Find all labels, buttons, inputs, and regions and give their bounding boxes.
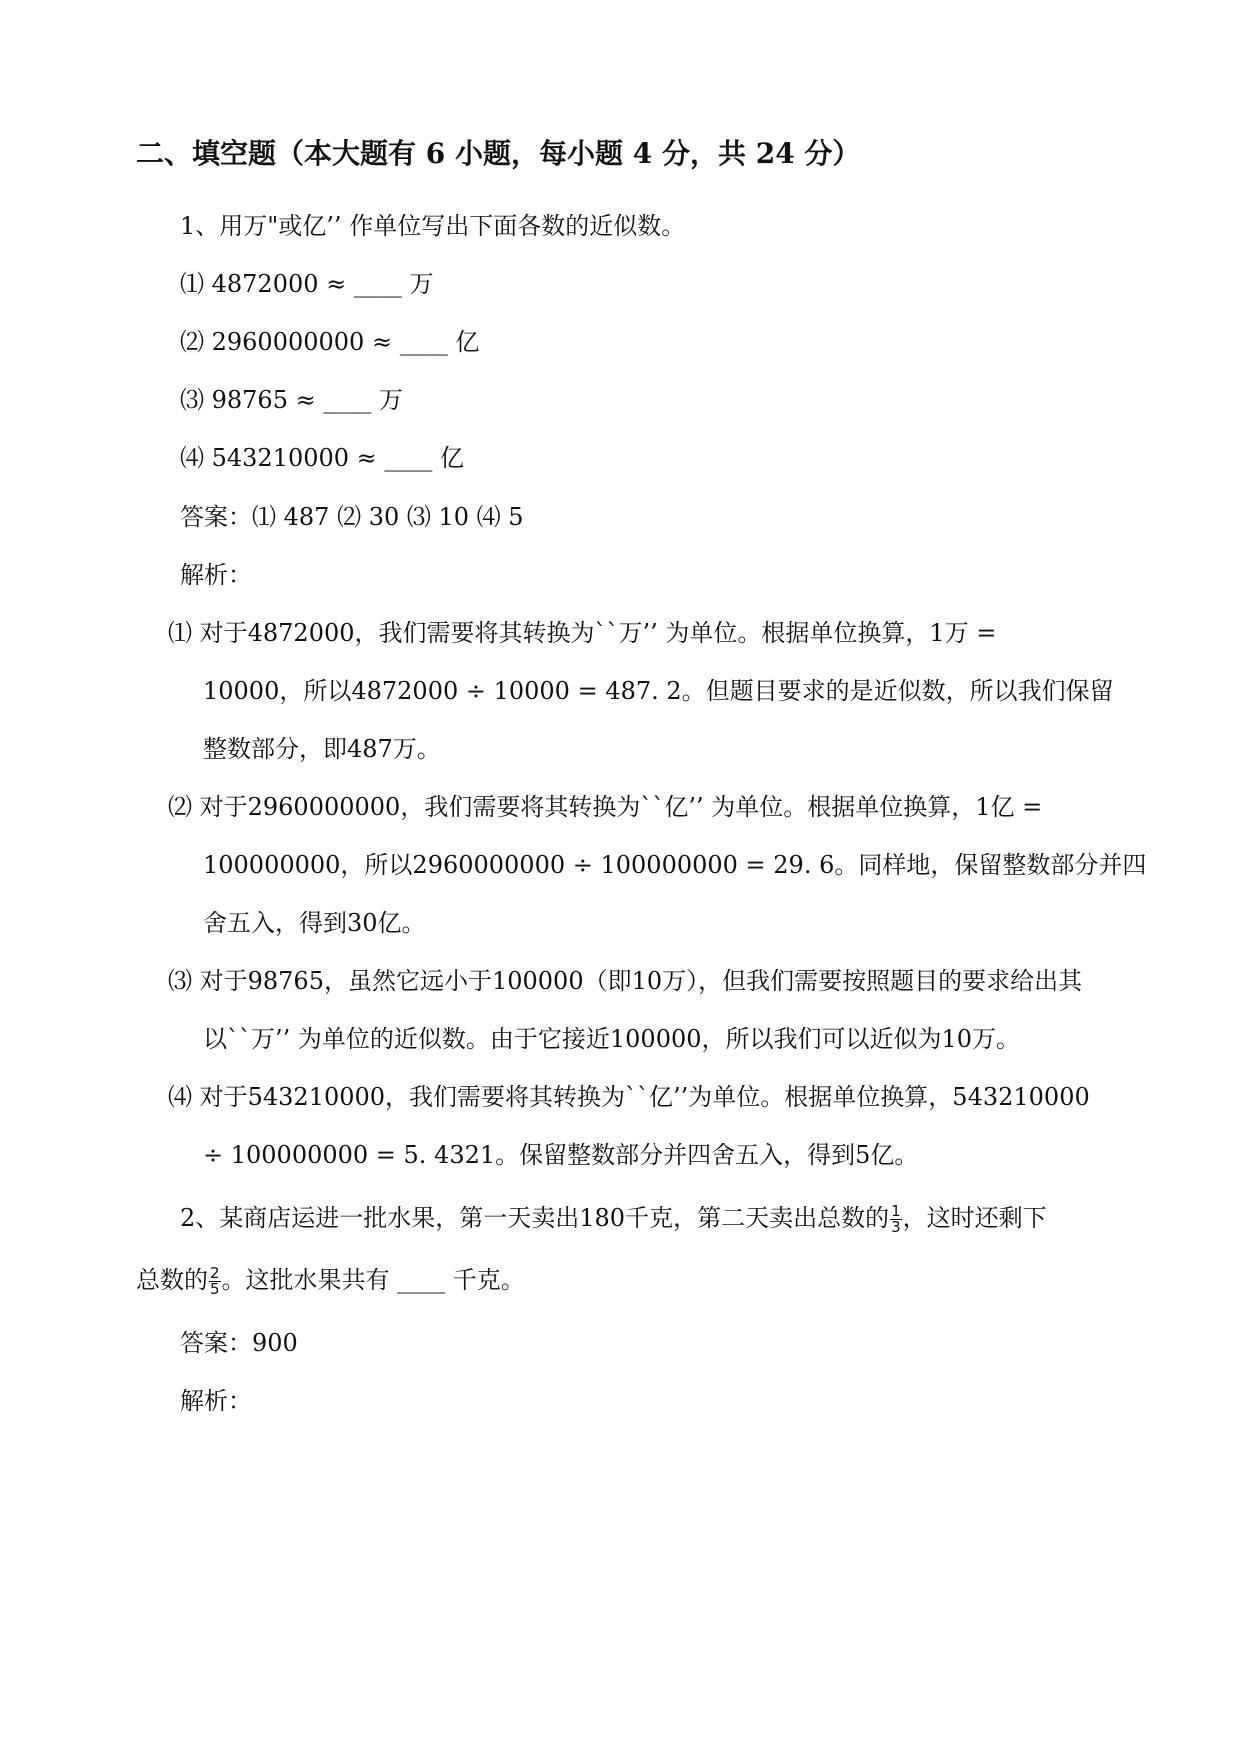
question-2-lead: 总数的 bbox=[136, 1266, 208, 1294]
fraction-numerator: 1 bbox=[891, 1202, 901, 1220]
analysis-line: 舍五入，得到30亿。 bbox=[203, 909, 426, 937]
analysis-line: 100000000，所以2960000000 ÷ 100000000 = 29. 6。同样地，保留整数部分并四 bbox=[203, 851, 1147, 879]
fraction-numerator: 2 bbox=[210, 1264, 220, 1282]
analysis-line: ⑴ 对于4872000，我们需要将其转换为``万’’ 为单位。根据单位换算，1万 = bbox=[168, 619, 997, 647]
analysis-line: ⑷ 对于543210000，我们需要将其转换为``亿’’为单位。根据单位换算，543210000 bbox=[168, 1083, 1090, 1111]
question-2-analysis-label: 解析： bbox=[180, 1387, 252, 1415]
analysis-line: ⑶ 对于98765，虽然它远小于100000（即10万），但我们需要按照题目的要求给出其 bbox=[168, 967, 1083, 995]
question-1-answer: 答案：⑴ 487 ⑵ 30 ⑶ 10 ⑷ 5 bbox=[180, 503, 524, 531]
analysis-line: 10000，所以4872000 ÷ 10000 = 487. 2。但题目要求的是近似数，所以我们保留 bbox=[203, 677, 1114, 705]
question-2-line-1 bbox=[180, 1203, 1047, 1235]
question-2-answer: 答案：900 bbox=[180, 1329, 298, 1357]
analysis-line: ⑵ 对于2960000000，我们需要将其转换为``亿’’ 为单位。根据单位换算，1亿 = bbox=[168, 793, 1043, 821]
question-1-analysis-label: 解析： bbox=[180, 561, 252, 589]
question-2-text: 2、某商店运进一批水果，第一天卖出180千克，第二天卖出总数的 bbox=[180, 1204, 890, 1232]
question-1-item-2: ⑵ 2960000000 ≈ ____ 亿 bbox=[180, 328, 480, 356]
analysis-line: ÷ 100000000 = 5. 4321。保留整数部分并四舍五入，得到5亿。 bbox=[203, 1141, 919, 1169]
question-2-line-2 bbox=[136, 1265, 525, 1297]
fraction-two-fifths bbox=[209, 1266, 221, 1297]
analysis-line: 整数部分，即487万。 bbox=[203, 735, 441, 763]
question-1-item-4: ⑷ 543210000 ≈ ____ 亿 bbox=[180, 444, 465, 472]
question-1-item-3: ⑶ 98765 ≈ ____ 万 bbox=[180, 386, 403, 414]
question-2-tail: 。这批水果共有 ____ 千克。 bbox=[221, 1266, 525, 1294]
fraction-denominator: 5 bbox=[210, 1280, 220, 1298]
section-title: 二、填空题（本大题有 6 小题，每小题 4 分，共 24 分） bbox=[136, 137, 861, 170]
fraction-one-third bbox=[890, 1204, 902, 1235]
question-1-item-1: ⑴ 4872000 ≈ ____ 万 bbox=[180, 270, 434, 298]
question-1-prompt: 1、用万"或亿’’ 作单位写出下面各数的近似数。 bbox=[180, 212, 686, 240]
question-2-text-tail: ，这时还剩下 bbox=[902, 1204, 1047, 1232]
analysis-line: 以``万’’ 为单位的近似数。由于它接近100000，所以我们可以近似为10万。 bbox=[203, 1025, 1021, 1053]
fraction-denominator: 3 bbox=[891, 1218, 901, 1236]
